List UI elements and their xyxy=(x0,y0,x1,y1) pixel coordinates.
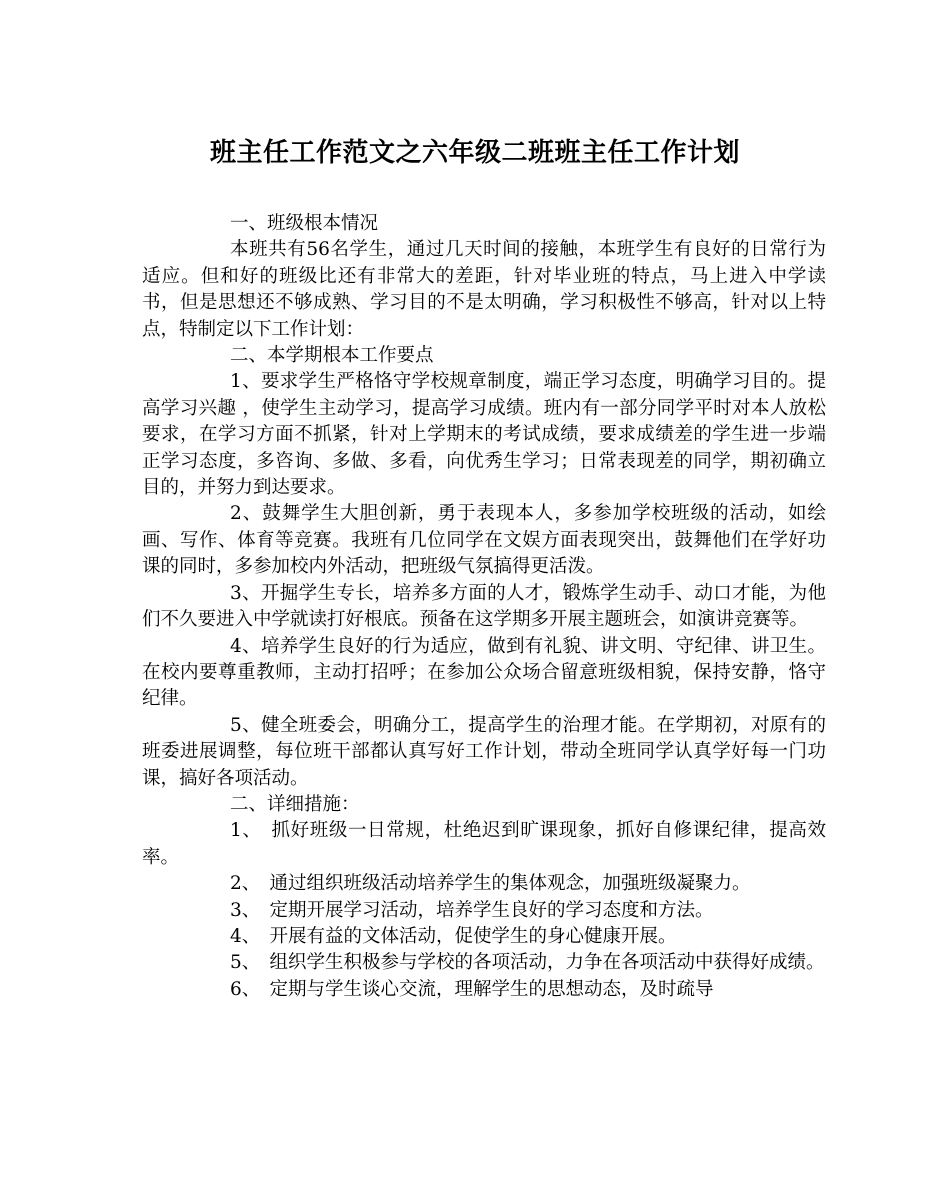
heading-work-points: 二、本学期根本工作要点 xyxy=(230,345,434,367)
heading-detailed-measures: 二、详细措施： xyxy=(230,793,360,815)
document-body xyxy=(142,211,826,1003)
paragraph-work-point-2: 2、鼓舞学生大胆创新，勇于表现本人，多参加学校班级的活动，如绘画、写作、体育等竞赛。我班有几位同学在文娱方面表现突出，鼓舞他们在学好功课的同时，多参加校内外活动，把班级气氛搞得更活泼。 xyxy=(142,503,826,578)
paragraph-work-point-5: 5、健全班委会，明确分工，提高学生的治理才能。在学期初，对原有的班委进展调整，每位班干部都认真写好工作计划，带动全班同学认真学好每一门功课，搞好各项活动。 xyxy=(142,714,826,789)
paragraph-measure-3: 3、 定期开展学习活动，培养学生良好的学习态度和方法。 xyxy=(230,899,714,921)
heading-class-basic-situation: 一、班级根本情况 xyxy=(230,213,379,234)
paragraph-class-overview: 本班共有56名学生，通过几天时间的接触，本班学生有良好的日常行为适应。但和好的班级比还有非常大的差距，针对毕业班的特点，马上进入中学读书，但是思想还不够成熟、学习目的不是太明确，学习积极性不够高，针对以上特点，特制定以下工作计划： xyxy=(142,239,826,340)
paragraph-measure-2: 2、 通过组织班级活动培养学生的集体观念，加强班级凝聚力。 xyxy=(230,873,751,895)
document-title: 班主任工作范文之六年级二班班主任工作计划 xyxy=(209,138,740,168)
paragraph-work-point-3: 3、开掘学生专长，培养多方面的人才，锻炼学生动手、动口才能，为他们不久要进入中学就读打好根底。预备在这学期多开展主题班会，如演讲竞赛等。 xyxy=(142,582,826,631)
paragraph-measure-5: 5、 组织学生积极参与学校的各项活动，力争在各项活动中获得好成绩。 xyxy=(230,952,825,974)
paragraph-measure-1: 1、 抓好班级一日常规，杜绝迟到旷课现象，抓好自修课纪律，提高效率。 xyxy=(142,820,826,868)
paragraph-work-point-4: 4、培养学生良好的行为适应，做到有礼貌、讲文明、守纪律、讲卫生。在校内要尊重教师，主动打招呼；在参加公众场合留意班级相貌，保持安静，恪守纪律。 xyxy=(142,635,826,710)
paragraph-work-point-1: 1、要求学生严格恪守学校规章制度，端正学习态度，明确学习目的。提高学习兴趣 ，使学生主动学习，提高学习成绩。班内有一部分同学平时对本人放松要求，在学习方面不抓紧，针对上学期末的考试成绩，要求成绩差的学生进一步端正学习态度，多咨询、多做、多看，向优秀生学习；日常表现差的同学，期初确立目的，并努力到达要求。 xyxy=(142,371,826,499)
paragraph-measure-6: 6、 定期与学生谈心交流，理解学生的思想动态，及时疏导 xyxy=(230,978,714,1000)
paragraph-measure-4: 4、 开展有益的文体活动，促使学生的身心健康开展。 xyxy=(230,925,677,947)
